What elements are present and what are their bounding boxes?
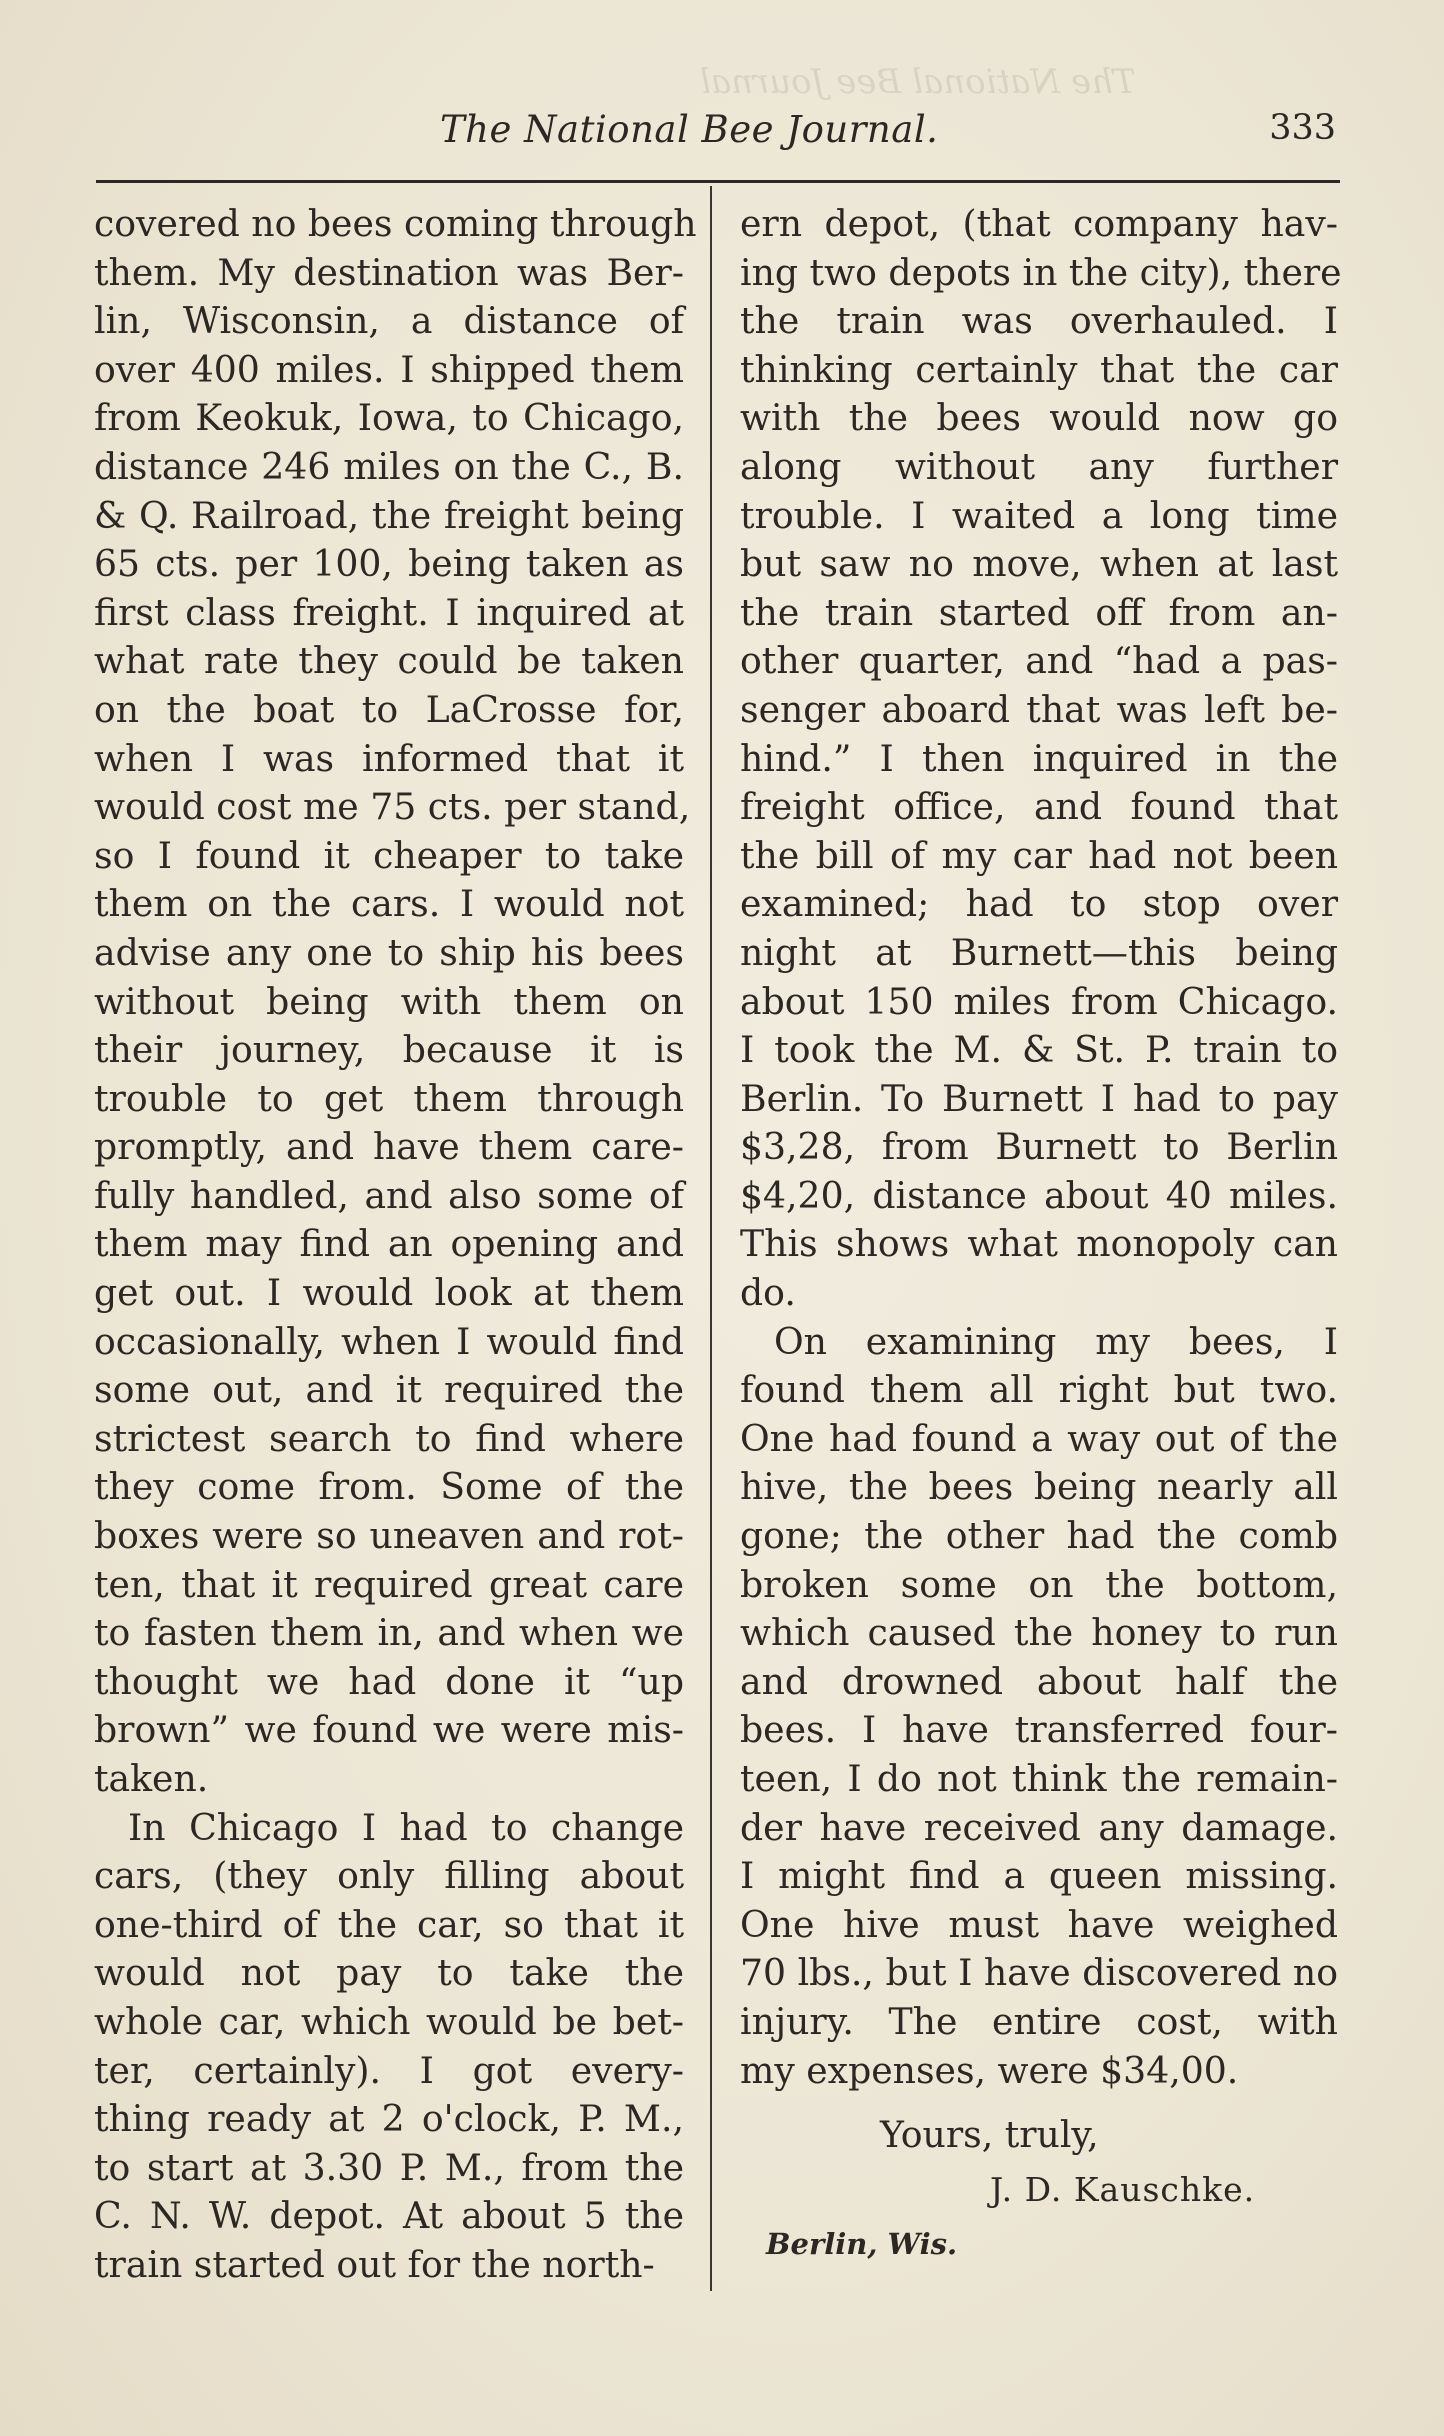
- paragraph: [740, 1318, 1338, 2096]
- text-line: One had found a way out of the: [740, 1416, 1338, 1460]
- text-line: covered no bees coming through: [94, 202, 697, 245]
- text-line: my expenses, were $34,00.: [740, 2048, 1239, 2092]
- text-line: 65 cts. per 100, being taken as: [94, 542, 684, 586]
- text-line: them on the cars. I would not: [94, 882, 684, 926]
- paragraph: [94, 1804, 684, 2290]
- closing-text: Yours, truly,: [880, 2113, 1099, 2157]
- text-line: get out. I would look at them: [94, 1271, 684, 1315]
- text-line: train started out for the north-: [94, 2242, 655, 2286]
- text-line: ern depot, (that company hav-: [740, 202, 1338, 245]
- text-line: some out, and it required the: [94, 1368, 684, 1412]
- text-line: examined; had to stop over: [740, 882, 1338, 926]
- text-line: found them all right but two.: [740, 1368, 1338, 1412]
- text-line: when I was informed that it: [94, 736, 684, 780]
- header-rule: [96, 180, 1340, 183]
- text-line: strictest search to find where: [94, 1416, 684, 1460]
- text-line: boxes were so uneaven and rot-: [94, 1514, 684, 1558]
- text-line: trouble. I waited a long time: [740, 493, 1338, 537]
- text-line: $3,28, from Burnett to Berlin: [740, 1125, 1338, 1169]
- text-line: bees. I have transferred four-: [740, 1708, 1338, 1752]
- text-line: trouble to get them through: [94, 1076, 684, 1120]
- text-line: injury. The entire cost, with: [740, 1999, 1338, 2043]
- text-line: they come from. Some of the: [94, 1465, 684, 1509]
- left-column: [94, 200, 697, 2290]
- text-line: them. My destination was Ber-: [94, 250, 684, 294]
- page-number: 333: [1269, 108, 1336, 148]
- text-line: freight office, and found that: [740, 785, 1338, 829]
- paragraph: [740, 200, 1342, 1318]
- text-line: them may find an opening and: [94, 1222, 684, 1266]
- running-title: The National Bee Journal.: [440, 108, 939, 151]
- text-line: 70 lbs., but I have discovered no: [740, 1951, 1338, 1995]
- place-line: Berlin, Wis.: [766, 2227, 958, 2262]
- right-column: [740, 200, 1342, 2269]
- text-line: & Q. Railroad, the freight being: [94, 493, 684, 537]
- text-line: so I found it cheaper to take: [94, 833, 684, 877]
- text-line: from Keokuk, Iowa, to Chicago,: [94, 396, 684, 440]
- text-line: which caused the honey to run: [740, 1611, 1338, 1655]
- signature: J. D. Kauschke.: [990, 2169, 1256, 2209]
- text-line: $4,20, distance about 40 miles.: [740, 1173, 1338, 1217]
- text-line: In Chicago I had to change: [128, 1805, 684, 1849]
- text-line: and drowned about half the: [740, 1659, 1338, 1703]
- text-line: lin, Wisconsin, a distance of: [94, 299, 684, 343]
- show-through-text: The National Bee Journal: [700, 62, 1136, 102]
- text-line: senger aboard that was left be-: [740, 687, 1338, 731]
- text-line: I took the M. & St. P. train to: [740, 1028, 1338, 1072]
- text-line: ten, that it required great care: [94, 1562, 684, 1606]
- text-line: do.: [740, 1271, 796, 1315]
- page-header: [96, 108, 1340, 156]
- text-line: on the boat to LaCrosse for,: [94, 687, 684, 731]
- text-line: first class freight. I inquired at: [94, 590, 684, 634]
- text-line: fully handled, and also some of: [94, 1173, 684, 1217]
- text-line: thought we had done it “up: [94, 1659, 684, 1703]
- text-line: hind.” I then inquired in the: [740, 736, 1338, 780]
- text-line: ter, certainly). I got every-: [94, 2048, 684, 2092]
- text-line: would not pay to take the: [94, 1951, 684, 1995]
- text-line: whole car, which would be bet-: [94, 1999, 684, 2043]
- text-line: to fasten them in, and when we: [94, 1611, 684, 1655]
- text-line: without being with them on: [94, 979, 684, 1023]
- text-line: occasionally, when I would find: [94, 1319, 684, 1363]
- text-line: distance 246 miles on the C., B.: [94, 444, 684, 488]
- text-line: broken some on the bottom,: [740, 1562, 1338, 1606]
- text-line: thing ready at 2 o'clock, P. M.,: [94, 2097, 684, 2141]
- text-line: I might find a queen missing.: [740, 1854, 1338, 1898]
- text-line: about 150 miles from Chicago.: [740, 979, 1338, 1023]
- text-line: with the bees would now go: [740, 396, 1338, 440]
- text-line: to start at 3.30 P. M., from the: [94, 2145, 684, 2189]
- text-line: On examining my bees, I: [774, 1319, 1338, 1363]
- paragraph: [94, 200, 697, 1804]
- column-divider: [710, 186, 712, 2291]
- text-line: would cost me 75 cts. per stand,: [94, 785, 691, 829]
- text-line: advise any one to ship his bees: [94, 930, 684, 974]
- text-line: der have received any damage.: [740, 1805, 1338, 1849]
- text-line: Berlin. To Burnett I had to pay: [740, 1076, 1338, 1120]
- text-line: gone; the other had the comb: [740, 1514, 1338, 1558]
- text-line: One hive must have weighed: [740, 1902, 1338, 1946]
- text-line: the bill of my car had not been: [740, 833, 1338, 877]
- text-line: over 400 miles. I shipped them: [94, 347, 684, 391]
- text-line: other quarter, and “had a pas-: [740, 639, 1338, 683]
- text-line: thinking certainly that the car: [740, 347, 1338, 391]
- text-line: This shows what monopoly can: [740, 1222, 1338, 1266]
- text-line: ing two depots in the city), there: [740, 250, 1342, 294]
- text-line: what rate they could be taken: [94, 639, 684, 683]
- text-line: brown” we found we were mis-: [94, 1708, 684, 1752]
- text-line: promptly, and have them care-: [94, 1125, 684, 1169]
- text-line: teen, I do not think the remain-: [740, 1757, 1338, 1800]
- text-line: night at Burnett—this being: [740, 930, 1338, 974]
- text-line: taken.: [94, 1757, 209, 1800]
- text-line: cars, (they only filling about: [94, 1854, 684, 1898]
- text-line: along without any further: [740, 444, 1338, 488]
- text-line: the train started off from an-: [740, 590, 1338, 634]
- text-line: one-third of the car, so that it: [94, 1902, 684, 1946]
- text-line: hive, the bees being nearly all: [740, 1465, 1338, 1509]
- text-line: the train was overhauled. I: [740, 299, 1338, 343]
- text-line: their journey, because it is: [94, 1028, 684, 1072]
- text-line: but saw no move, when at last: [740, 542, 1338, 586]
- text-line: C. N. W. depot. At about 5 the: [94, 2194, 684, 2238]
